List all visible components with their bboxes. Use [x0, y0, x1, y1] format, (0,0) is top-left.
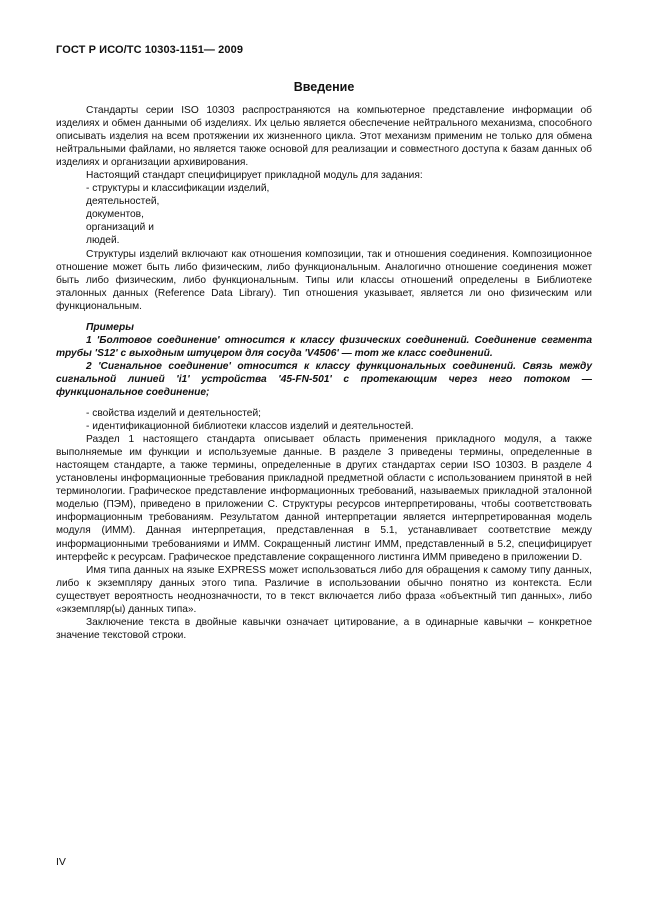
paragraph-specifies: Настоящий стандарт специфицирует прикладной модуль для задания:	[86, 170, 423, 182]
list-item: - свойства изделий и деятельностей;	[86, 408, 261, 420]
paragraph-quotes: Заключение текста в двойные кавычки означает цитирование, а в одинарные кавычки – конкретное значение текстовой строки.	[56, 616, 592, 641]
list-item: организаций и	[86, 222, 154, 234]
paragraph-intro: Стандарты серии ISO 10303 распространяются на компьютерное представление информации об изделиях и обмен данными об изделиях. Их целью является обеспечение нейтрального механизма, способного описывать изделия на всем протяжении их жизненного цикла. Этот механизм применим не только для обмена нейтральными файлами, но является также основой для реализации и совместного доступа к базам данных об изделиях и организации архивирования.	[56, 105, 592, 169]
list-item: деятельностей,	[86, 196, 160, 208]
example-1: 1 'Болтовое соединение' относится к классу физических соединений. Соединение сегмента трубы 'S12' с выходным штуцером для сосуда 'V4506' — тот же класс соединений.	[56, 334, 592, 359]
paragraph-sections: Раздел 1 настоящего стандарта описывает область применения прикладного модуля, а также выполняемые им функции и используемые данные. В разделе 3 приведены термины, определенные в настоящем стандарте, а также термины, определенные в других стандартах серии ISO 10303. В разделе 4 установлены информационные требования прикладной предметной области с использованием принятой в ней терминологии. Графическое представление информационных требований, называемых прикладной эталонной моделью (ПЭМ), приведено в приложении С. Структуры ресурсов интерпретированы, чтобы соответствовать информационным требованиям. Результатом данной интерпретации является интерпретированная модель модуля (ИММ). Данная интерпретация, представленная в 5.1, устанавливает соответствие между информационными требованиями и ИММ. Сокращенный листинг ИММ, представленный в 5.2, специфицирует интерфейс к ресурсам. Графическое представление сокращенного листинга ИММ приведено в приложении D.	[56, 434, 592, 563]
page-number: IV	[56, 856, 66, 868]
list-item: людей.	[86, 235, 120, 247]
list-item: - структуры и классификации изделий,	[86, 183, 270, 195]
section-title: Введение	[293, 80, 355, 94]
paragraph-structures: Структуры изделий включают как отношения композиции, так и отношения соединения. Композиционное отношение может быть либо физическим, либо функциональным. Аналогично отношение соединения может быть либо физическим, либо функциональным. Типы или классы отношений определены в Библиотеке эталонных данных (Reference Data Library). Тип отношения указывает, является ли оно физическим или функциональным.	[56, 248, 592, 312]
document-code-header: ГОСТ Р ИСО/ТС 10303-1151— 2009	[56, 44, 244, 56]
examples-heading: Примеры	[86, 321, 134, 333]
paragraph-express: Имя типа данных на языке EXPRESS может использоваться либо для обращения к самому типу данных, либо к экземпляру данных этого типа. Различие в использовании обычно понятно из контекста. Если существует вероятность неоднозначности, то в текст включается либо фраза «объектный тип данных», либо «экземпляр(ы) данных типа».	[56, 564, 592, 615]
list-item: документов,	[86, 209, 144, 221]
list-item: - идентификационной библиотеки классов изделий и деятельностей.	[86, 421, 414, 433]
main-text	[56, 104, 592, 642]
example-2: 2 'Сигнальное соединение' относится к классу функциональных соединений. Связь между сигнальной линией 'i1' устройства '45-FN-501' с протекающим через него потоком — функциональное соединение;	[56, 360, 592, 398]
